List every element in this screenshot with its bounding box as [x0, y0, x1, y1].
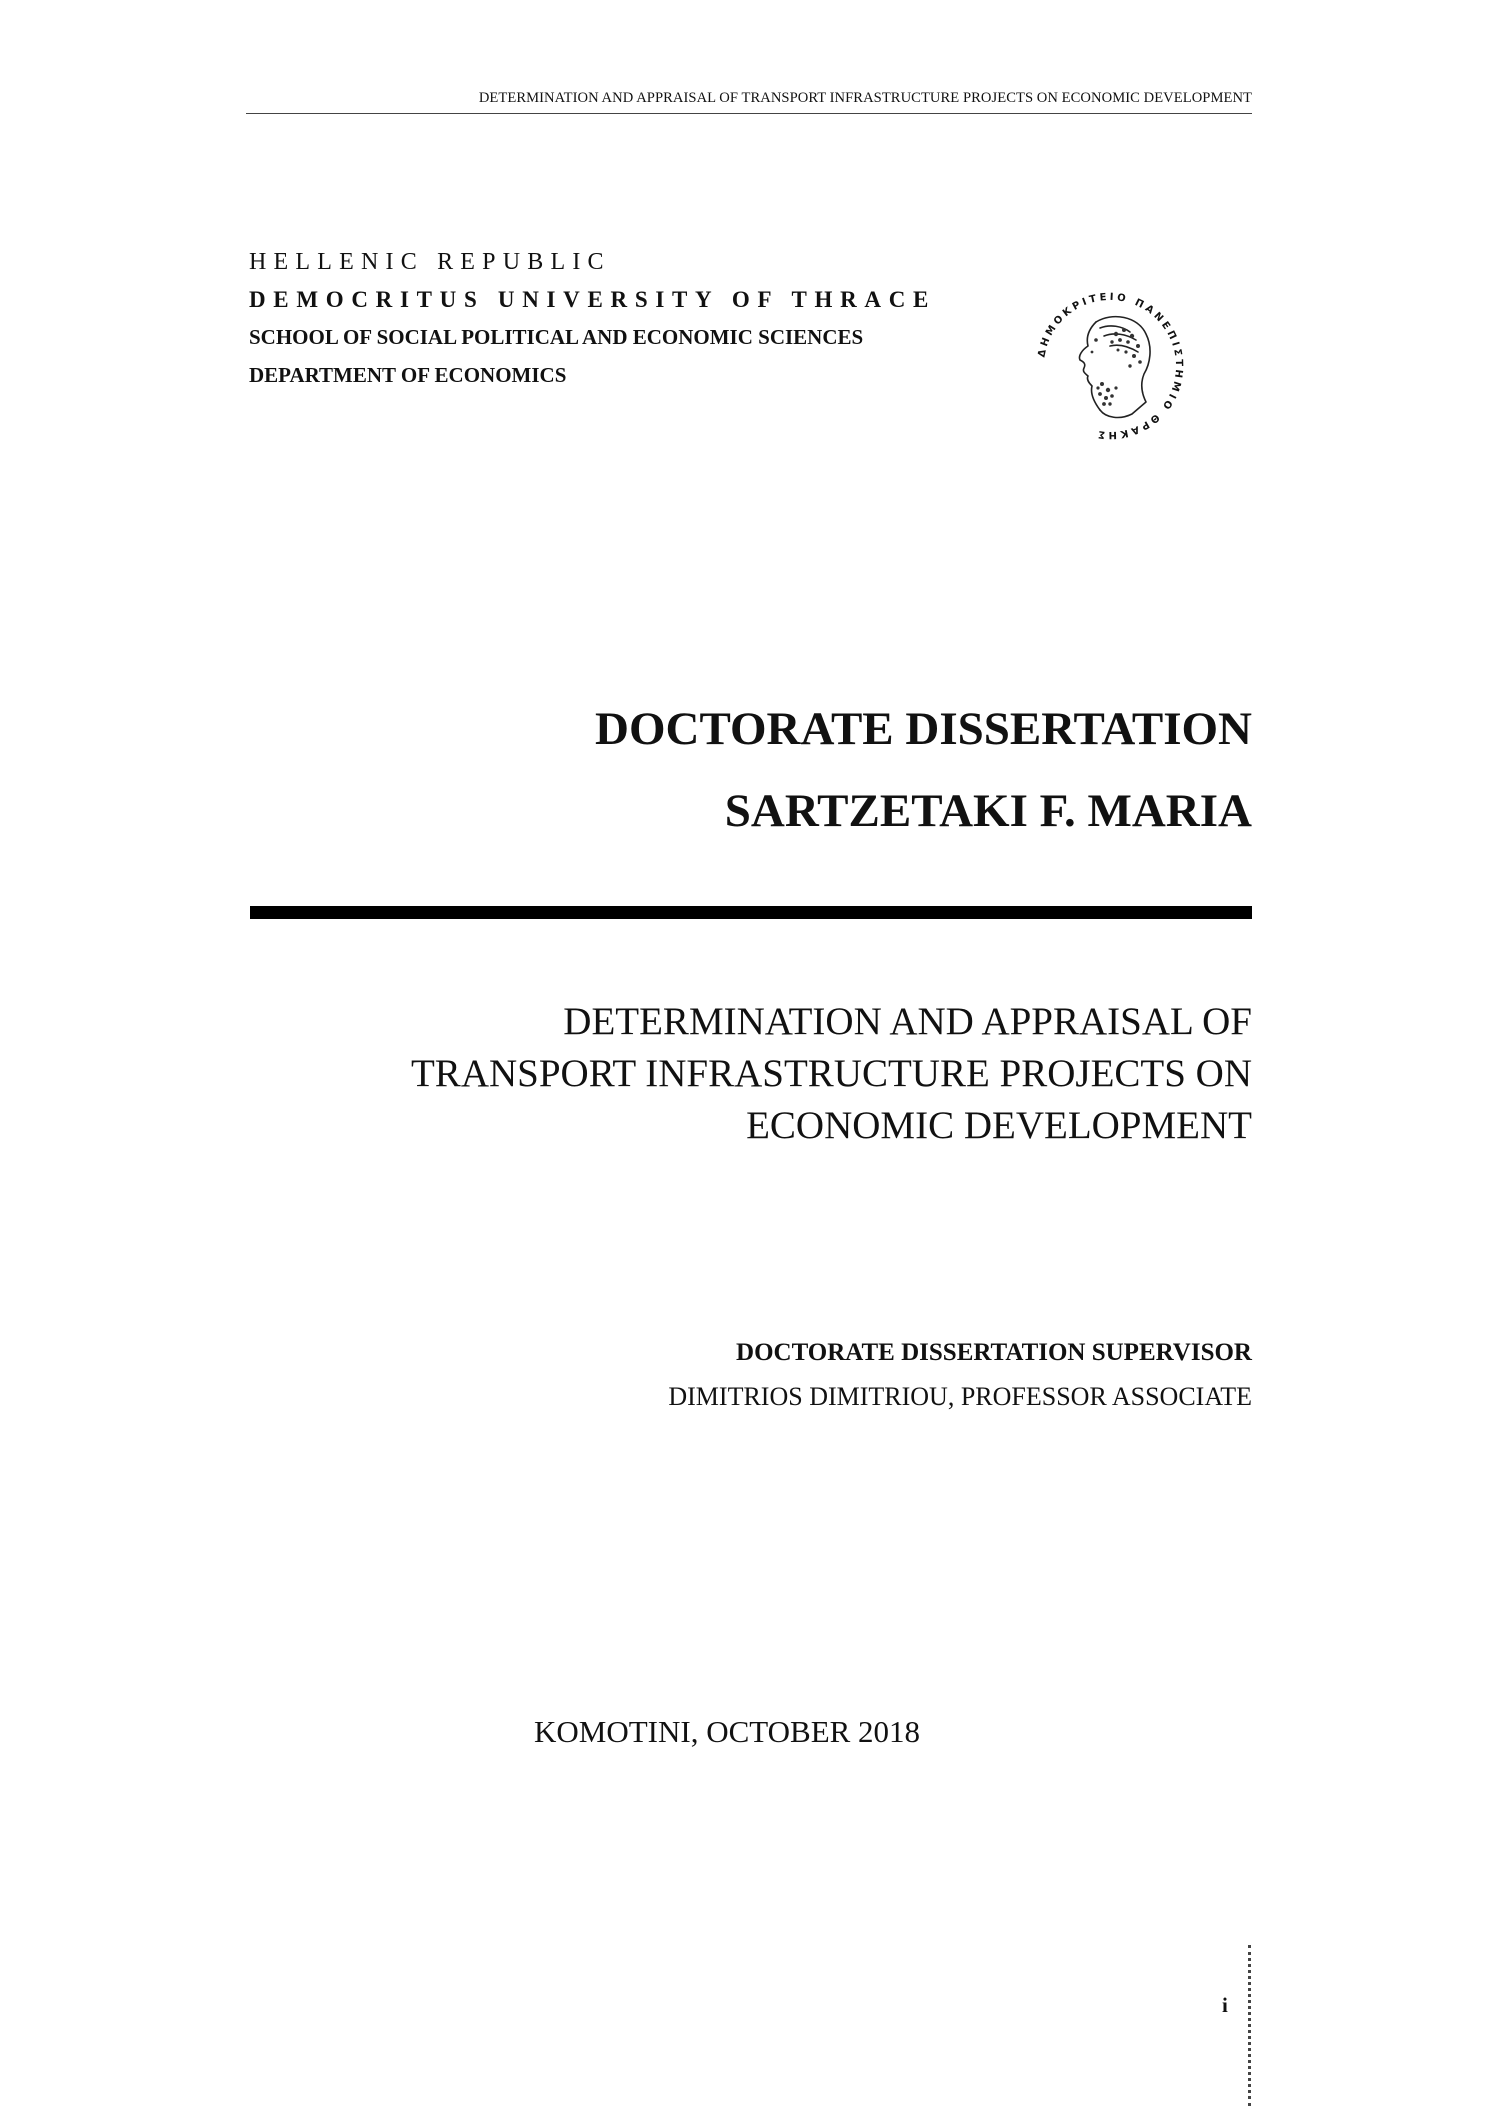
svg-text:ΔΗΜΟΚΡΙΤΕΙΟ ΠΑΝΕΠΙΣΤΗΜΙΟ ΘΡΑΚΗ: [1036, 292, 1184, 440]
page-number: i: [1222, 1993, 1228, 2017]
republic-name: HELLENIC REPUBLIC: [249, 249, 611, 275]
department-name: DEPARTMENT OF ECONOMICS: [249, 363, 567, 387]
document-type: DOCTORATE DISSERTATION: [595, 703, 1252, 755]
author-name: SARTZETAKI F. MARIA: [724, 785, 1252, 837]
institution-block: [249, 250, 936, 386]
university-name: DEMOCRITUS UNIVERSITY OF THRACE: [249, 287, 937, 312]
title-divider: [250, 906, 1252, 919]
supervisor-name: DIMITRIOS DIMITRIOU, PROFESSOR ASSOCIATE: [668, 1382, 1252, 1411]
margin-dotted-line: [1248, 1945, 1251, 2106]
supervisor-block: [668, 1340, 1252, 1410]
university-seal-icon: [1020, 276, 1200, 456]
thesis-title-line: ECONOMIC DEVELOPMENT: [746, 1104, 1252, 1147]
thesis-title-line: DETERMINATION AND APPRAISAL OF: [563, 1000, 1252, 1043]
thesis-title: [411, 996, 1252, 1152]
supervisor-label: DOCTORATE DISSERTATION SUPERVISOR: [736, 1339, 1252, 1366]
place-date: KOMOTINI, OCTOBER 2018: [534, 1714, 921, 1749]
running-header: DETERMINATION AND APPRAISAL OF TRANSPORT INFRASTRUCTURE PROJECTS ON ECONOMIC DEVELOPMENT: [246, 88, 1252, 114]
seal-text: ΔΗΜΟΚΡΙΤΕΙΟ ΠΑΝΕΠΙΣΤΗΜΙΟ ΘΡΑΚΗΣ: [1036, 291, 1185, 441]
school-name: SCHOOL OF SOCIAL POLITICAL AND ECONOMIC SCIENCES: [249, 325, 864, 349]
thesis-title-line: TRANSPORT INFRASTRUCTURE PROJECTS ON: [410, 1052, 1252, 1095]
title-block: [595, 703, 1252, 837]
